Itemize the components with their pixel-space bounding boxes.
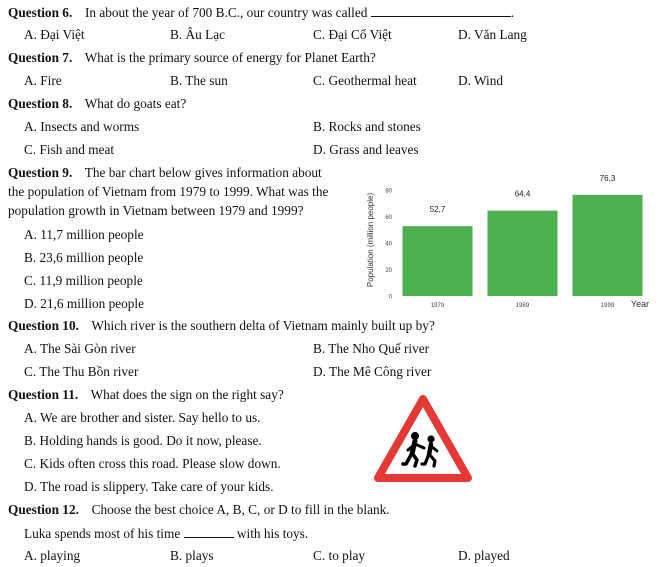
question-8-option-a[interactable]: A. Insects and worms xyxy=(24,119,140,134)
question-10-number: Question 10. xyxy=(8,318,79,333)
population-bar-chart xyxy=(360,170,656,312)
chart-value-label: 76,3 xyxy=(599,173,616,183)
question-9-number: Question 9. xyxy=(8,165,73,180)
question-10-text: Which river is the southern delta of Vietnam mainly built up by? xyxy=(91,318,435,333)
question-6-text: In about the year of 700 B.C., our country was called xyxy=(84,5,368,20)
question-11-text: What does the sign on the right say? xyxy=(90,387,284,402)
chart-x-tick-label: 1979 xyxy=(430,303,445,309)
question-9-option-b[interactable]: B. 23,6 million people xyxy=(24,250,144,265)
question-7-option-b[interactable]: B. The sun xyxy=(170,73,228,88)
question-6-option-d[interactable]: D. Văn Lang xyxy=(458,27,527,42)
question-9-text-2: the population of Vietnam from 1979 to 1999. What was the xyxy=(8,184,329,199)
question-11-option-d[interactable]: D. The road is slippery. Take care of your kids. xyxy=(24,479,274,494)
question-12-blank[interactable] xyxy=(184,525,234,538)
question-12-option-a[interactable]: A. playing xyxy=(24,548,81,563)
chart-value-label: 64,4 xyxy=(514,189,531,199)
chart-value-label: 52,7 xyxy=(429,205,446,215)
chart-y-tick-label: 20 xyxy=(385,268,392,274)
question-7-number: Question 7. xyxy=(8,50,73,65)
chart-y-tick-label: 40 xyxy=(385,241,392,248)
question-12-option-c[interactable]: C. to play xyxy=(313,548,366,563)
question-9-text-3: population growth in Vietnam between 1979 and 1999? xyxy=(8,203,304,218)
question-7-option-d[interactable]: D. Wind xyxy=(458,73,504,88)
question-6-line xyxy=(8,4,514,21)
question-12-option-b[interactable]: B. plays xyxy=(170,548,214,563)
chart-x-tick-label: 1999 xyxy=(600,303,615,309)
question-7-option-a[interactable]: A. Fire xyxy=(24,73,62,88)
question-11-option-c[interactable]: C. Kids often cross this road. Please slow down. xyxy=(24,456,281,471)
question-8-text: What do goats eat? xyxy=(84,96,187,111)
question-12-option-d[interactable]: D. played xyxy=(458,548,510,563)
question-8-option-d[interactable]: D. Grass and leaves xyxy=(313,142,419,157)
chart-y-tick-label: 80 xyxy=(385,188,392,195)
question-9-option-c[interactable]: C. 11,9 million people xyxy=(24,273,143,288)
question-6-option-a[interactable]: A. Đại Việt xyxy=(24,27,85,42)
chart-bar-1999 xyxy=(573,195,643,296)
question-11-option-b[interactable]: B. Holding hands is good. Do it now, please. xyxy=(24,433,262,448)
question-9-text-1: The bar chart below gives information about xyxy=(84,165,322,180)
chart-y-tick-label: 60 xyxy=(385,215,392,221)
question-8-line xyxy=(8,96,186,112)
question-11-option-a[interactable]: A. We are brother and sister. Say hello to us. xyxy=(24,410,261,425)
question-8-number: Question 8. xyxy=(8,96,73,111)
question-12-number: Question 12. xyxy=(8,502,79,517)
question-9-option-a[interactable]: A. 11,7 million people xyxy=(24,227,144,242)
question-12-sentence-start: Luka spends most of his time xyxy=(24,526,181,541)
chart-y-axis-label: Population (million people) xyxy=(366,192,375,288)
question-6-blank xyxy=(371,4,511,17)
question-7-option-c[interactable]: C. Geothermal heat xyxy=(313,73,417,88)
question-9-option-d[interactable]: D. 21,6 million people xyxy=(24,296,145,311)
children-crossing-warning-sign-icon xyxy=(374,394,472,482)
chart-bar-1989 xyxy=(488,211,558,296)
question-12-text: Choose the best choice A, B, C, or D to fill in the blank. xyxy=(91,502,390,517)
question-7-text: What is the primary source of energy for Planet Earth? xyxy=(84,50,376,65)
chart-x-axis-label: Year xyxy=(630,299,650,309)
question-11-number: Question 11. xyxy=(8,387,79,402)
question-8-option-c[interactable]: C. Fish and meat xyxy=(24,142,115,157)
question-12-sentence xyxy=(24,525,308,542)
chart-x-tick-label: 1989 xyxy=(515,303,530,309)
question-10-option-b[interactable]: B. The Nho Quế river xyxy=(313,341,430,356)
question-8-option-b[interactable]: B. Rocks and stones xyxy=(313,119,421,134)
question-6-option-c[interactable]: C. Đại Cổ Việt xyxy=(313,27,392,42)
chart-bar-1979 xyxy=(403,226,473,296)
question-12-line xyxy=(8,502,390,518)
question-12-sentence-end: with his toys. xyxy=(236,526,309,541)
question-6-number: Question 6. xyxy=(8,5,73,20)
question-11-line xyxy=(8,387,284,403)
question-6-end: . xyxy=(510,5,515,20)
question-6-option-b[interactable]: B. Âu Lạc xyxy=(170,27,226,42)
question-10-option-d[interactable]: D. The Mê Công river xyxy=(313,364,432,379)
chart-y-tick-label: 0 xyxy=(388,294,392,301)
question-10-option-c[interactable]: C. The Thu Bồn river xyxy=(24,364,139,379)
question-9-line-1 xyxy=(8,165,322,181)
question-7-line xyxy=(8,50,376,66)
question-10-option-a[interactable]: A. The Sài Gòn river xyxy=(24,341,136,356)
question-10-line xyxy=(8,318,435,334)
